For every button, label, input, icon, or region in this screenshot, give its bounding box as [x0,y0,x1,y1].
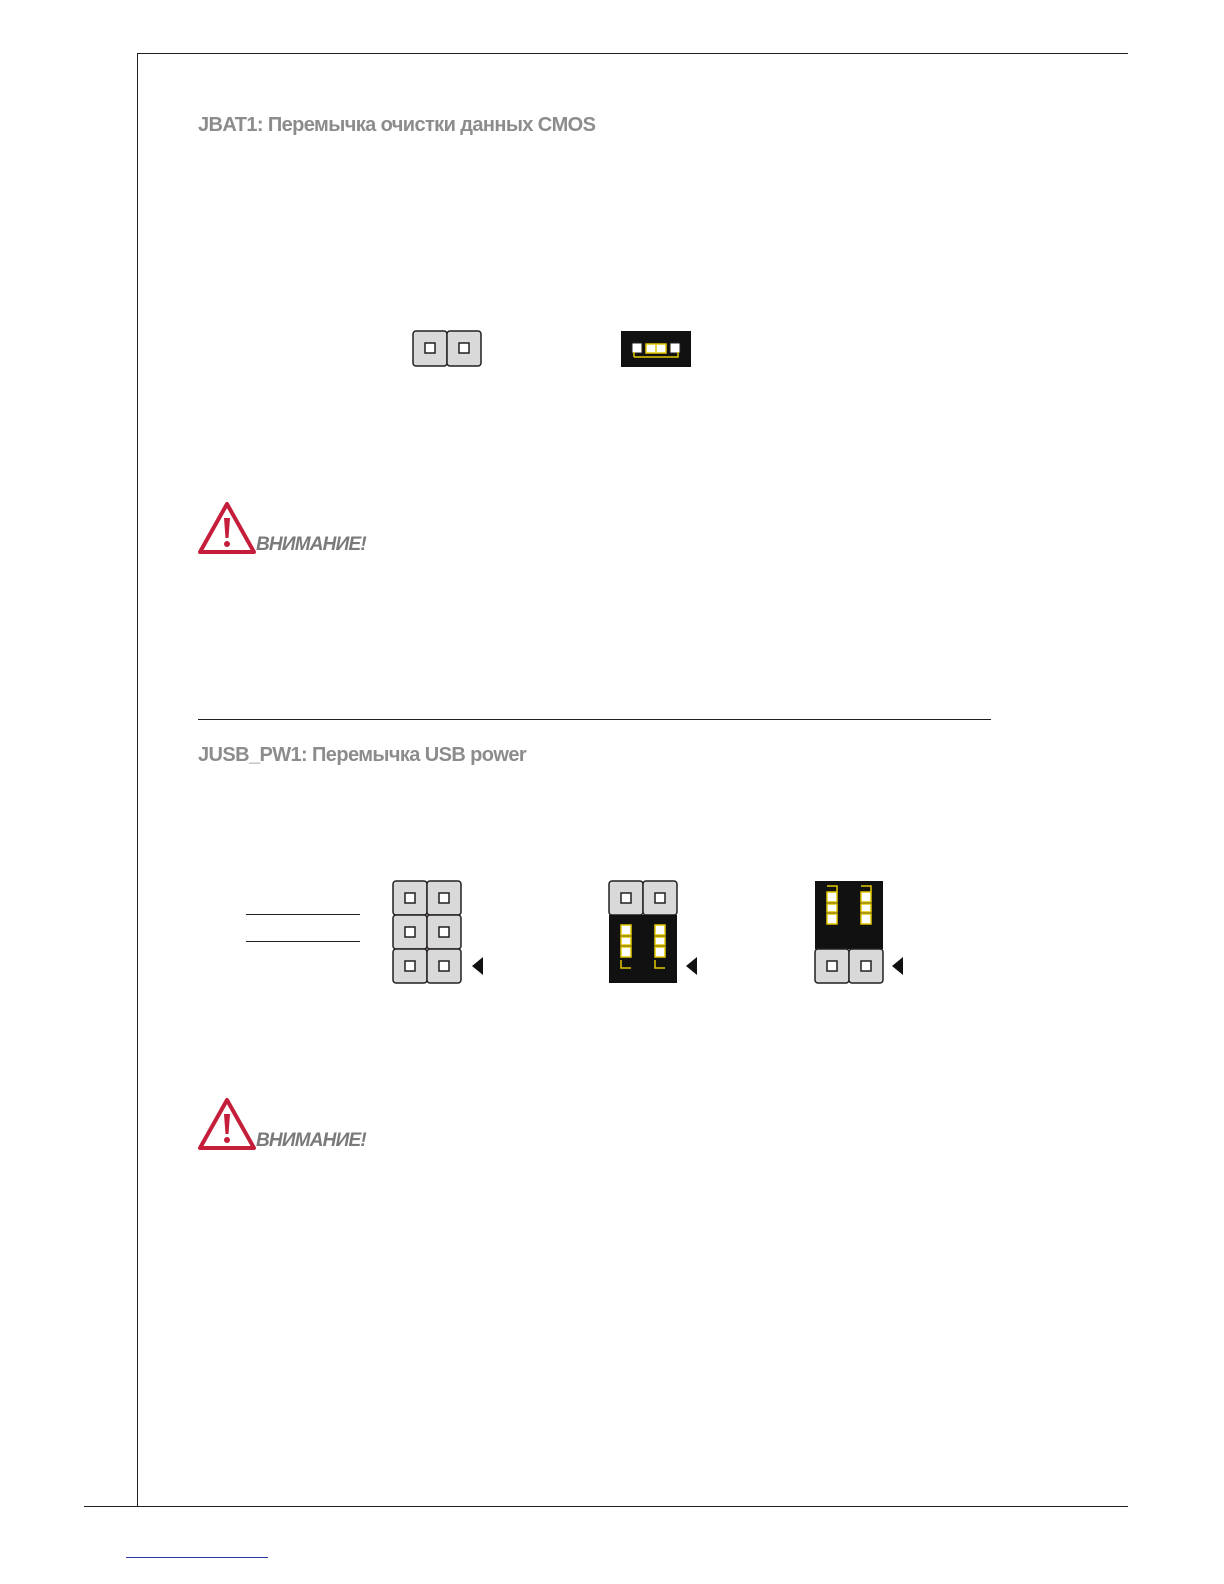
jumper-cap [609,915,677,983]
jbat1-capped-header-diagram [620,330,692,368]
jusb-pw1-heading: JUSB_PW1: Перемычка USB power [198,744,527,766]
legend-line-2 [246,941,360,942]
caution-label: ВНИМАНИЕ! [256,534,366,555]
pin1-arrow-icon [472,957,483,975]
jbat1-heading: JBAT1: Перемычка очистки данных CMOS [198,114,596,136]
pin1-arrow-icon [686,957,697,975]
page-frame-left-rule [137,53,138,1507]
jusb-open-header-diagram [392,880,464,984]
pin1-arrow-icon [892,957,903,975]
page-frame-bottom-rule [84,1506,1128,1507]
jbat1-pin-2 [447,331,481,366]
warning-triangle-icon [196,500,258,556]
caution-block-1 [196,500,456,560]
section-divider [198,719,991,720]
jbat1-pin-1 [413,331,447,366]
warning-triangle-icon [196,1096,258,1152]
caution-label: ВНИМАНИЕ! [256,1130,366,1151]
jbat1-open-header-diagram [412,330,484,368]
caution-block-2 [196,1096,456,1156]
jusb-lower-capped-diagram [608,880,680,984]
jusb-upper-capped-diagram [814,880,886,984]
legend-line-1 [246,914,360,915]
jumper-cap [815,881,883,949]
page-frame-top-rule [138,53,1128,54]
footer-link-underline [126,1557,268,1558]
